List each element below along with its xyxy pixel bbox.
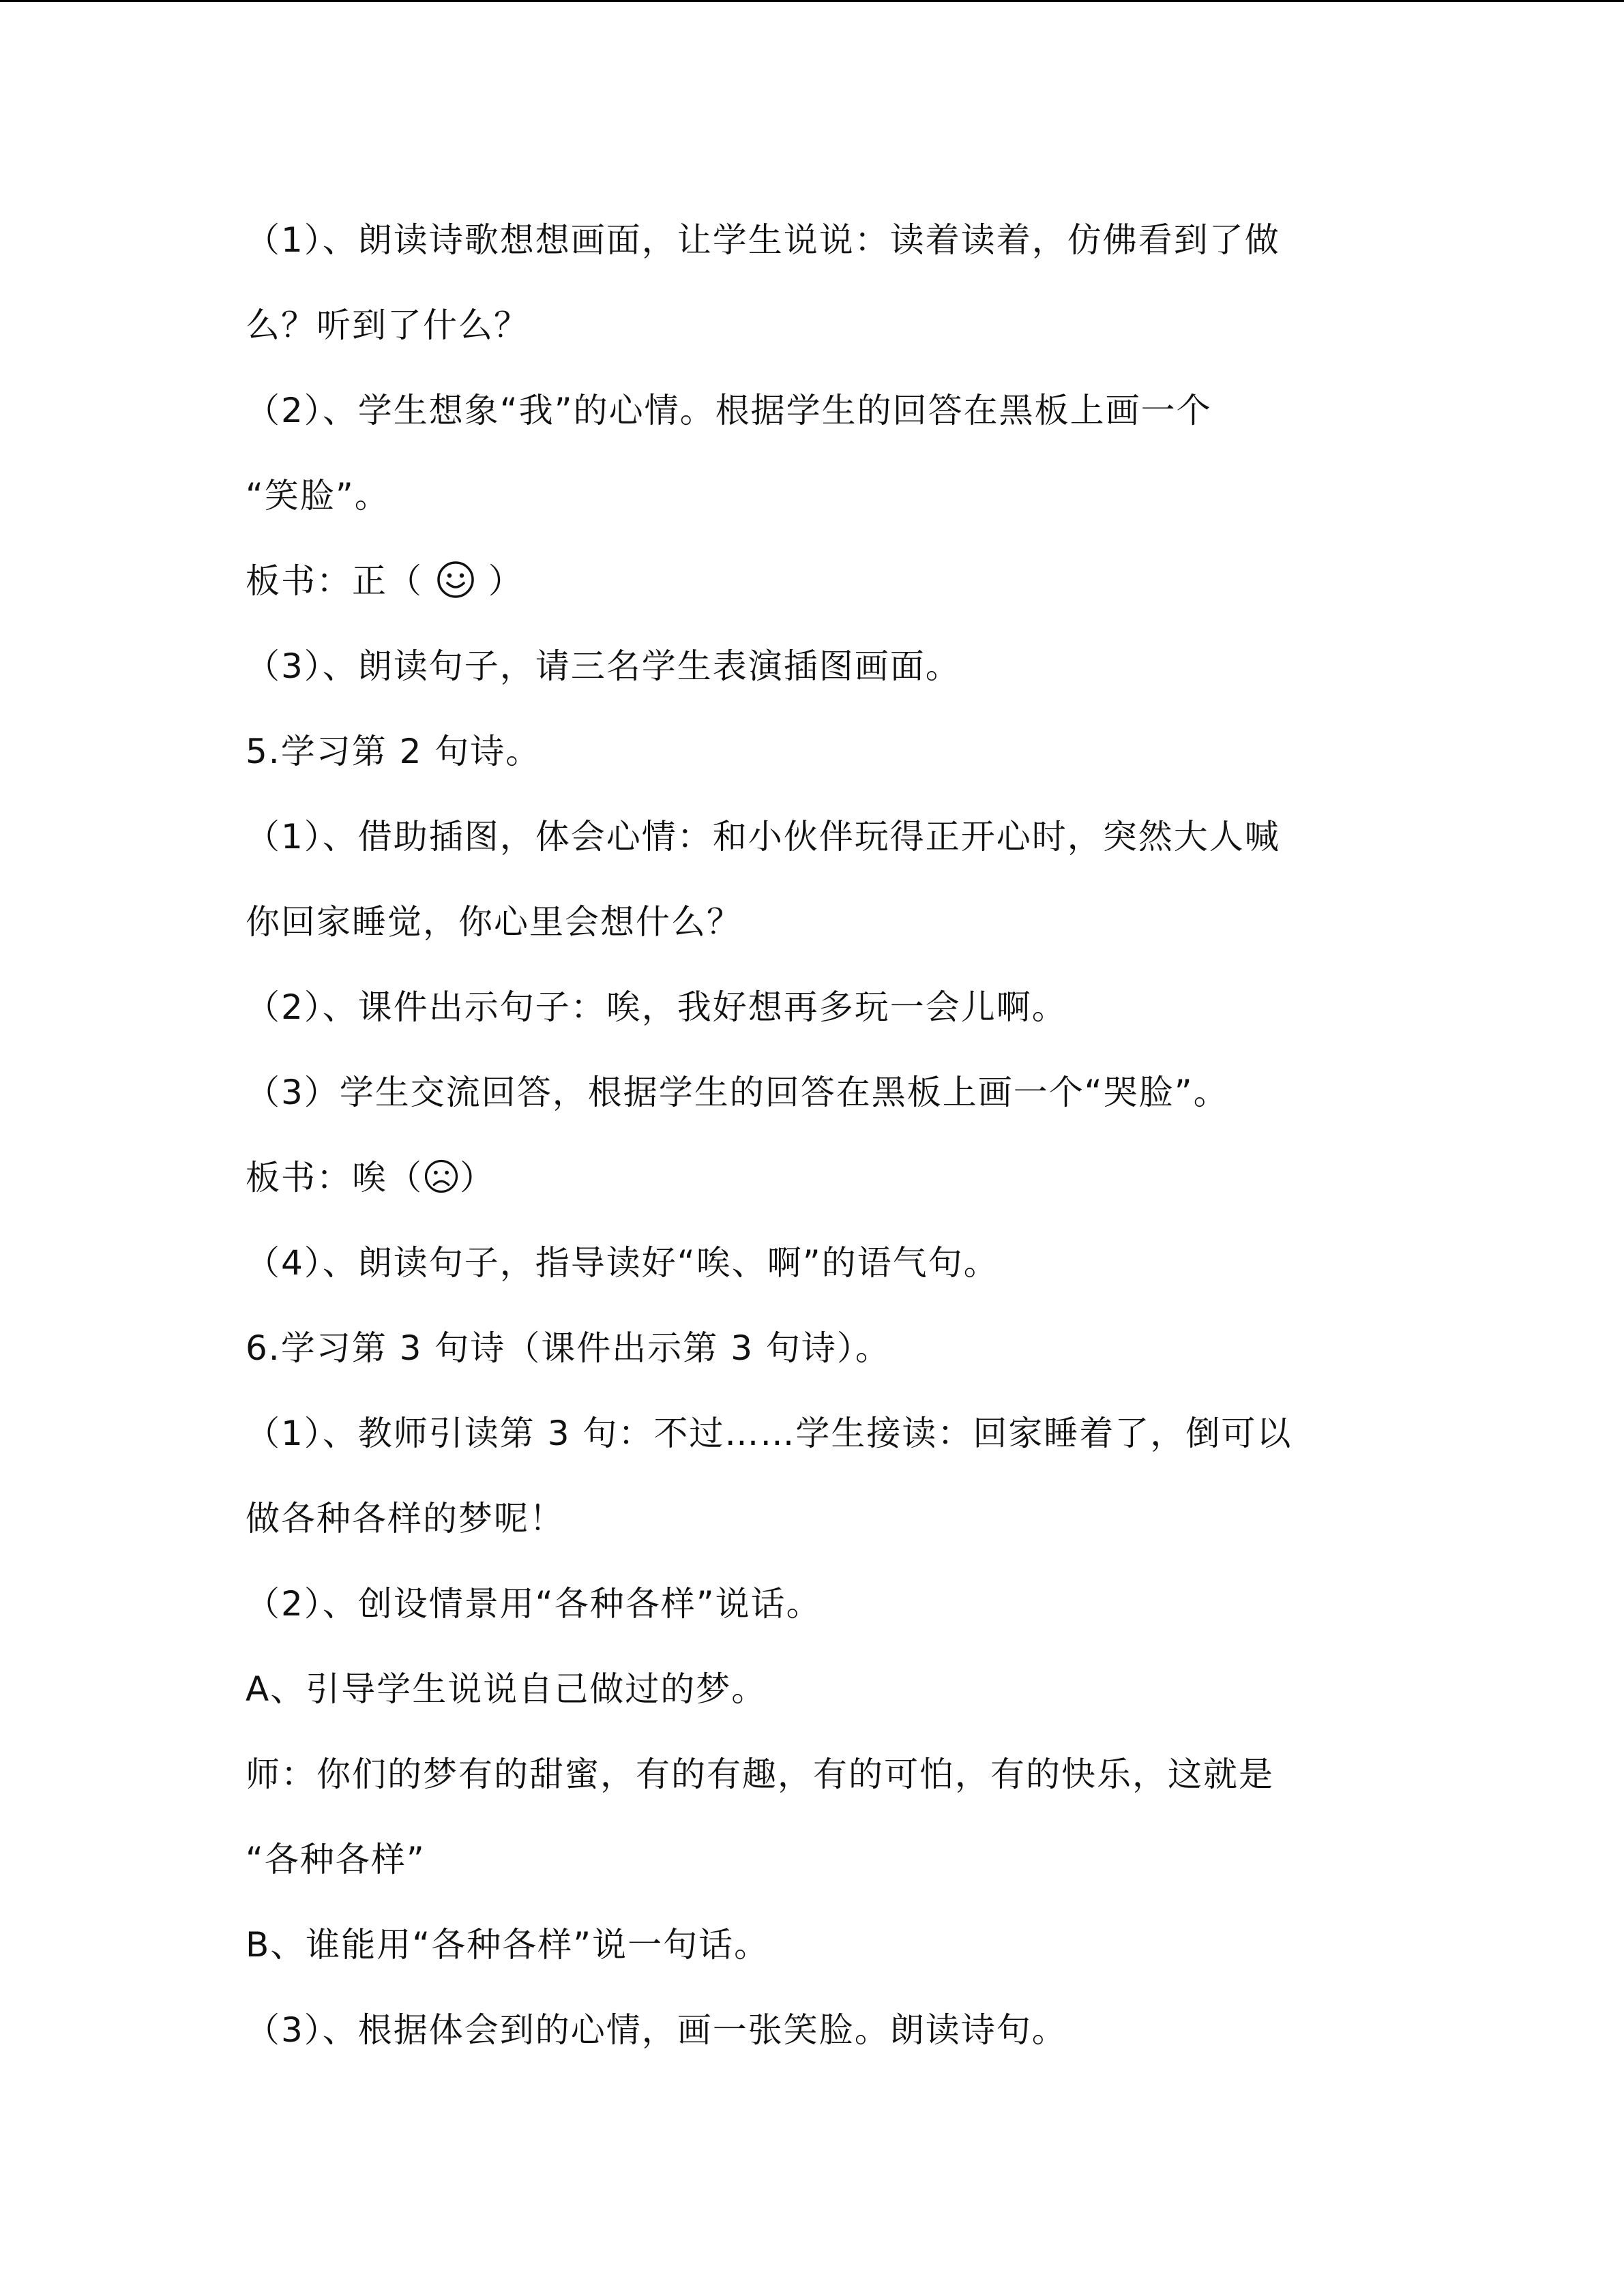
text-line: 做各种各样的梦呢！: [246, 1499, 565, 1538]
text-line: （3）、根据体会到的心情，画一张笑脸。朗读诗句。: [246, 2010, 1067, 2050]
text-line: “笑脸”。: [246, 476, 390, 516]
text-line: （1）、教师引读第 3 句：不过……学生接读：回家睡着了，倒可以: [246, 1414, 1293, 1453]
text-line: （1）、借助插图，体会心情：和小伙伴玩得正开心时，突然大人喊: [246, 817, 1280, 856]
text-segment: ）: [475, 561, 524, 601]
text-line: （2）、创设情景用“各种各样”说话。: [246, 1584, 822, 1624]
text-segment: 板书：正（: [246, 561, 435, 601]
text-line: （4）、朗读句子，指导读好“唉、啊”的语气句。: [246, 1243, 999, 1283]
text-segment: ）: [460, 1158, 495, 1197]
text-line: A、引导学生说说自己做过的梦。: [246, 1669, 767, 1709]
blackboard-note-smile: [246, 561, 524, 604]
section-heading: 5.学习第 2 句诗。: [246, 732, 542, 771]
text-line: （3）、朗读句子，请三名学生表演插图画面。: [246, 646, 961, 686]
text-line: 师：你们的梦有的甜蜜，有的有趣，有的可怕，有的快乐，这就是: [246, 1755, 1274, 1794]
text-line: B、谁能用“各种各样”说一句话。: [246, 1925, 770, 1965]
blackboard-note-sad: [246, 1157, 495, 1199]
text-line: 么？听到了什么？: [246, 305, 529, 345]
text-line: （2）、学生想象“我”的心情。根据学生的回答在黑板上画一个: [246, 391, 1212, 430]
section-heading: 6.学习第 3 句诗（课件出示第 3 句诗）。: [246, 1328, 891, 1368]
sad-face-icon: [423, 1158, 460, 1195]
text-line: 你回家睡觉，你心里会想什么？: [246, 902, 742, 942]
text-line: “各种各样”: [246, 1840, 426, 1879]
text-segment: 板书：唉（: [246, 1158, 423, 1197]
text-line: （1）、朗读诗歌想想画面，让学生说说：读着读着，仿佛看到了做: [246, 220, 1280, 260]
smiley-face-icon: [435, 559, 476, 600]
text-line: （3）学生交流回答，根据学生的回答在黑板上画一个“哭脸”。: [246, 1073, 1229, 1112]
text-line: （2）、课件出示句子：唉，我好想再多玩一会儿啊。: [246, 987, 1067, 1027]
